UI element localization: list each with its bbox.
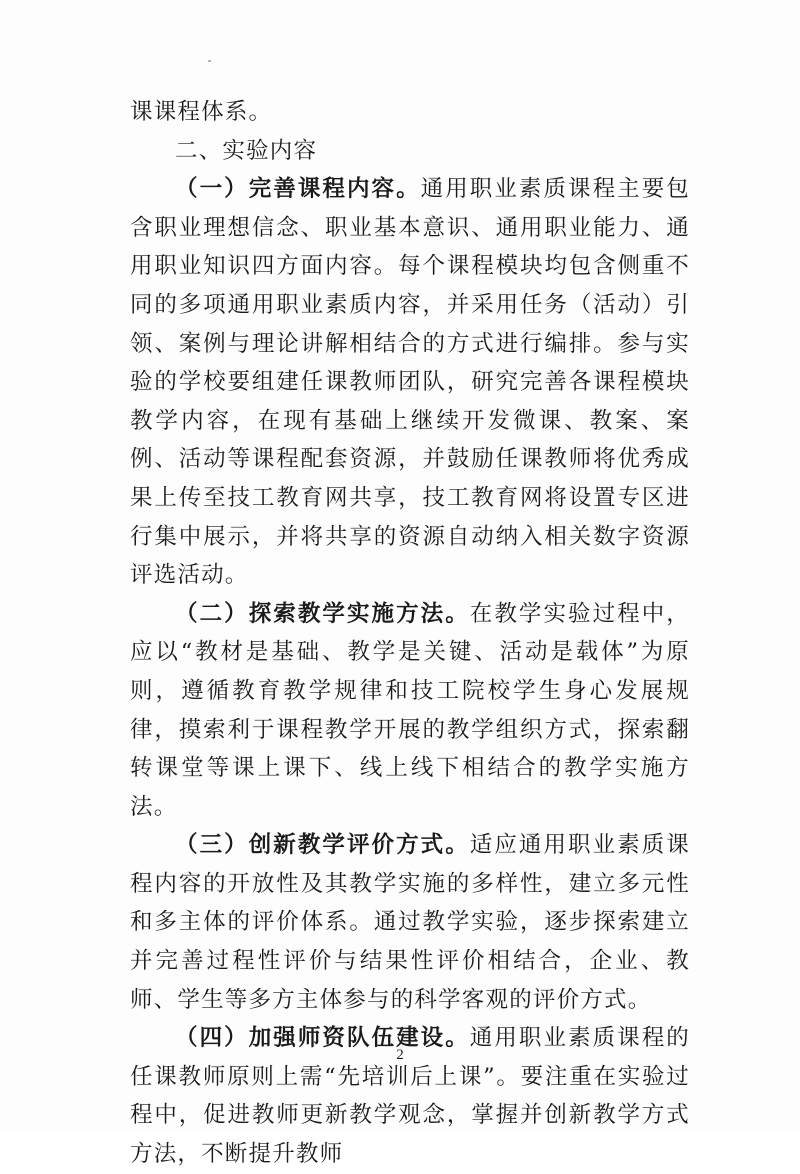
paragraph-teacher-team [130,1019,690,1173]
paragraph-text: 课课程体系。 [130,99,273,125]
section-heading [130,132,690,171]
paragraph-evaluation [130,826,690,1019]
paragraph-lead: （一）完善课程内容。 [175,176,421,203]
paragraph-continuation [130,93,690,132]
paragraph-teaching-methods [130,595,690,827]
section-heading-text: 二、实验内容 [175,137,318,164]
paragraph-text: 通用职业素质课程的任课教师原则上需“先培训后上课”。要注重在实验过程中，促进教师更新教学观念，掌握并创新教学方式方法，不断提升教师 [130,1025,690,1168]
paragraph-lead: （四）加强师资队伍建设。 [175,1025,470,1052]
paragraph-lead: （二）探索教学实施方法。 [175,600,470,627]
paragraph-improve-content [130,170,690,595]
paragraph-text: 在教学实验过程中，应以“教材是基础、教学是关键、活动是载体”为原则，遵循教育教学规律和技工院校学生身心发展规律，摸索利于课程教学开展的教学组织方式，探索翻转课堂等课上课下、线上线下相结合的教学实施方法。 [130,600,690,820]
scan-mark [208,60,211,62]
page-number: 2 [396,1047,404,1063]
document-body [130,93,690,1174]
paragraph-lead: （三）创新教学评价方式。 [175,832,470,859]
paragraph-text: 适应通用职业素质课程内容的开放性及其教学实施的多样性，建立多元性和多主体的评价体系。通过教学实验，逐步探索建立并完善过程性评价与结果性评价相结合，企业、教师、学生等多方主体参与的科学客观的评价方式。 [130,832,690,1013]
paragraph-text: 通用职业素质课程主要包含职业理想信念、职业基本意识、通用职业能力、通用职业知识四方面内容。每个课程模块均包含侧重不同的多项通用职业素质内容，并采用任务（活动）引领、案例与理论讲解相结合的方式进行编排。参与实验的学校要组建任课教师团队，研究完善各课程模块教学内容，在现有基础上继续开发微课、教案、案例、活动等课程配套资源，并鼓励任课教师将优秀成果上传至技工教育网共享，技工教育网将设置专区进行集中展示，并将共享的资源自动纳入相关数字资源评选活动。 [130,176,690,589]
